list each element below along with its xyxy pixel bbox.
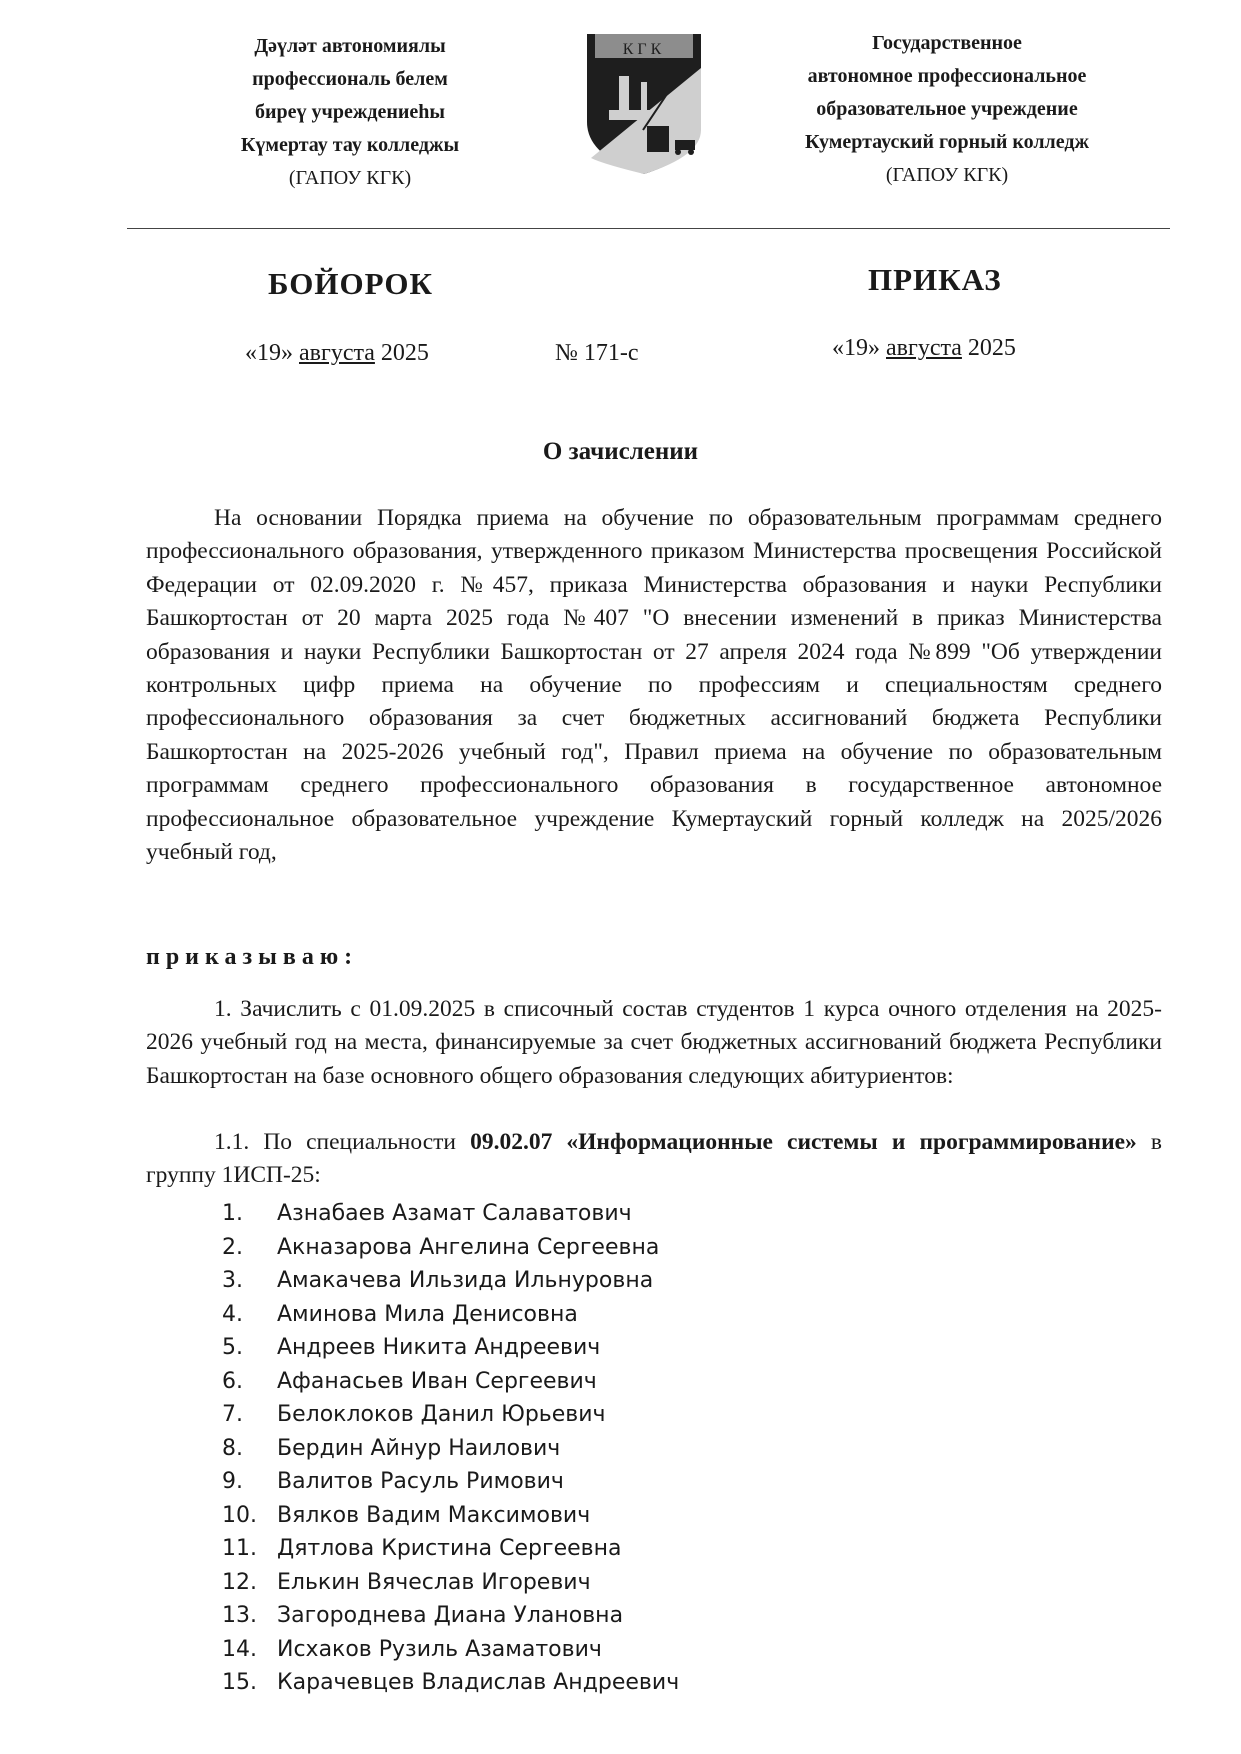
header-right-abbr: (ГАПОУ КГК) (885, 164, 1009, 186)
list-item (222, 1365, 679, 1399)
list-item-number: 3. (222, 1268, 243, 1293)
list-item (222, 1499, 679, 1533)
header-left-bashkir (190, 30, 510, 195)
order-number: № 171-с (555, 340, 639, 366)
list-item-number: 4. (222, 1301, 243, 1327)
specialty-code: 09.02.07 (470, 1129, 553, 1155)
header-divider (127, 228, 1170, 229)
list-item-number: 10. (222, 1502, 257, 1528)
student-list (222, 1197, 679, 1700)
header-right-line: Государственное (872, 32, 1022, 54)
list-item-number: 7. (222, 1402, 243, 1427)
date-right-day: «19» (832, 335, 880, 361)
list-item (222, 1231, 679, 1265)
list-item (222, 1432, 679, 1466)
list-item (222, 1197, 679, 1231)
list-item-number: 9. (222, 1469, 243, 1494)
preamble-paragraph: На основании Порядка приема на обучение по образовательным программам среднего профессионального образования, утвержденного приказом Министерства просвещения Российской Федерации от 02.09.2020 г. №457, приказа Министерства образования и науки Республики Башкортостан от 20 марта 2025 года №407 "О внесении изменений в приказ Министерства образования и науки Республики Башкортостан от 27 апреля 2024 года №899 "Об утверждении контрольных цифр приема на обучение по профессиям и специальностям среднего профессионального образования за счет бюджетных ассигнований бюджета Республики Башкортостан на 2025-2026 учебный год", Правил приема на обучение по образовательным программам среднего профессионального образования в государственное автономное профессиональное образовательное учреждение Кумертауский горный колледж на 2025/2026 учебный год, (146, 505, 1162, 866)
item-1-paragraph: 1. Зачислить с 01.09.2025 в списочный состав студентов 1 курса очного отделения на 2025- 2026 учебный год на места, финансируемые за счет бюджетных ассигнований бюджета Республики Башкортостан на базе основного общего образования следующих абитуриентов: (146, 996, 1162, 1089)
header-left-abbr: (ГАПОУ КГК) (288, 167, 412, 189)
list-item (222, 1398, 679, 1432)
header-left-line: профессиональ белем (252, 68, 448, 90)
student-name: Валитов Расуль Римович (277, 1469, 564, 1494)
student-name: Исхаков Рузиль Азаматович (277, 1636, 602, 1662)
item-1-1-prefix: 1.1. По специальности (214, 1129, 456, 1155)
list-item-number: 5. (222, 1335, 243, 1360)
list-item-number: 8. (222, 1435, 243, 1461)
list-item (222, 1298, 679, 1332)
student-name: Азнабаев Азамат Салаватович (277, 1201, 632, 1226)
list-item (222, 1666, 679, 1700)
item-1-1-suffix: в группу 1ИСП-25: (146, 1129, 1162, 1189)
header-right-russian (762, 27, 1132, 192)
list-item-number: 2. (222, 1234, 243, 1260)
date-left-month: августа (299, 340, 375, 366)
student-name: Карачевцев Владислав Андреевич (277, 1670, 680, 1695)
student-name: Елькин Вячеслав Игоревич (277, 1569, 591, 1595)
title-bashkir: БОЙОРОК (268, 266, 433, 301)
header-right-line: Кумертауский горный колледж (804, 131, 1090, 153)
list-item-number: 6. (222, 1368, 243, 1394)
list-item-number: 1. (222, 1201, 243, 1226)
list-item (222, 1599, 679, 1633)
date-left-year: 2025 (380, 340, 429, 366)
list-item-number: 15. (222, 1670, 257, 1695)
header-right-line: образовательное учреждение (816, 98, 1078, 120)
date-left (245, 340, 429, 367)
emblem-icon (583, 30, 705, 178)
list-item (222, 1465, 679, 1499)
student-name: Афанасьев Иван Сергеевич (277, 1368, 597, 1394)
header-left-line: Дәүләт автономиялы (254, 35, 446, 57)
item-1-1-paragraph (146, 1126, 1162, 1193)
college-emblem (583, 30, 705, 178)
student-name: Загороднева Диана Улановна (277, 1603, 624, 1628)
list-item-number: 11. (222, 1536, 257, 1561)
list-item (222, 1566, 679, 1600)
student-name: Акназарова Ангелина Сергеевна (277, 1234, 660, 1260)
order-subject: О зачислении (542, 438, 699, 465)
list-item (222, 1331, 679, 1365)
date-left-day: «19» (245, 340, 293, 366)
header-right-line: автономное профессиональное (807, 65, 1087, 87)
list-item-number: 13. (222, 1603, 257, 1628)
student-name: Дятлова Кристина Сергеевна (277, 1536, 622, 1561)
header-left-line: Күмертау тау колледжы (240, 134, 460, 156)
student-name: Бердин Айнур Наилович (277, 1435, 561, 1461)
list-item-number: 14. (222, 1636, 257, 1662)
date-right-year: 2025 (967, 335, 1016, 361)
student-name: Вялков Вадим Максимович (277, 1502, 591, 1528)
title-russian: ПРИКАЗ (868, 262, 1002, 297)
list-item (222, 1633, 679, 1667)
specialty-name: «Информационные системы и программирование» (566, 1129, 1137, 1155)
student-name: Амакачева Ильзида Ильнуровна (277, 1268, 654, 1293)
list-item-number: 12. (222, 1569, 257, 1595)
header-left-line: биреү учреждениеһы (255, 101, 445, 123)
student-name: Белоклоков Данил Юрьевич (277, 1402, 606, 1427)
list-item (222, 1532, 679, 1566)
student-name: Аминова Мила Денисовна (277, 1301, 578, 1327)
date-right-month: августа (886, 335, 962, 361)
list-item (222, 1264, 679, 1298)
student-name: Андреев Никита Андреевич (277, 1335, 601, 1360)
svg-text:КГК: КГК (622, 41, 666, 58)
command-word: приказываю: (146, 944, 359, 970)
date-right (832, 335, 1016, 362)
